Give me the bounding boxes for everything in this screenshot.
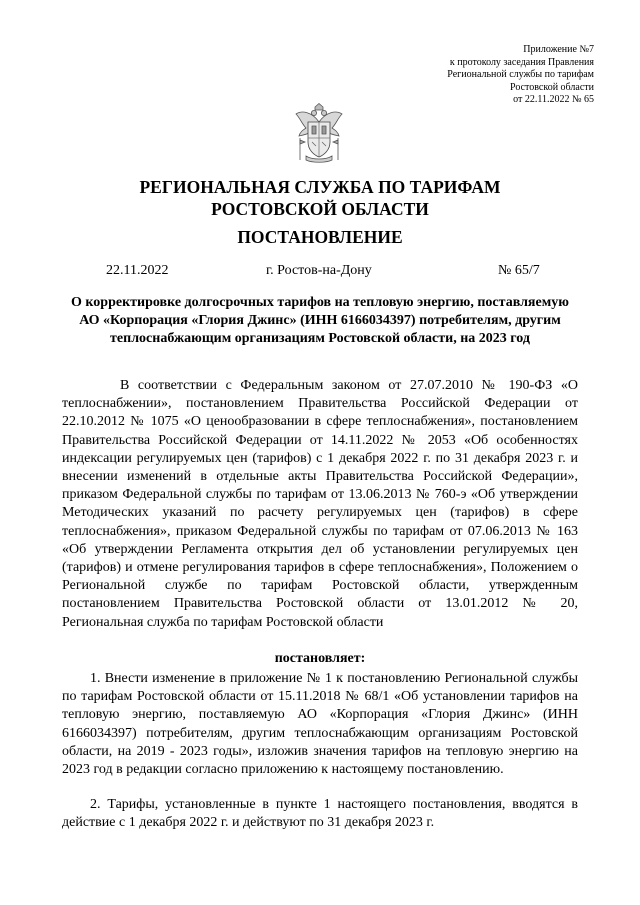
org-line-1: РЕГИОНАЛЬНАЯ СЛУЖБА ПО ТАРИФАМ [139, 177, 501, 197]
organization-title [0, 176, 640, 220]
annex-note [447, 44, 594, 107]
clause-1: 1. Внести изменение в приложение № 1 к постановлению Региональной службы по тарифам Ростовской области от 15.11.2018 № 68/1 «Об установлении тарифов на тепловую энергию, поставляемую АО «Корпорация «Глория Джинс» (ИНН 6166034397) потребителям, другим теплоснабжающим организациям Ростовской области, на 2019 - 2023 годы», изложив значения тарифов на тепловую энергию на 2023 год в редакции согласно приложению к настоящему постановлению. [62, 671, 578, 778]
org-line-2: РОСТОВСКОЙ ОБЛАСТИ [211, 199, 429, 219]
annex-line: Ростовской области [510, 81, 594, 93]
document-type: ПОСТАНОВЛЕНИЕ [237, 227, 403, 247]
document-subject: О корректировке долгосрочных тарифов на тепловую энергию, поставляемую АО «Корпорация «Глория Джинс» (ИНН 6166034397) потребителям, другим теплоснабжающим организациям Ростовской области, на 2023 год [71, 295, 569, 347]
annex-line: к протоколу заседания Правления [449, 56, 594, 68]
rostov-oblast-coat-of-arms-icon [294, 102, 344, 164]
document-number: № 65/7 [498, 263, 540, 278]
annex-line: от 22.11.2022 № 65 [513, 94, 594, 106]
annex-line: Приложение №7 [523, 44, 594, 55]
annex-line: Региональной службы по тарифам [447, 69, 594, 81]
preamble-paragraph: В соответствии с Федеральным законом от 27.07.2010 № 190-ФЗ «О теплоснабжении», постановлением Правительства Российской Федерации от 22.10.2012 № 1075 «О ценообразовании в сфере теплоснабжения», постановлением Правительства Российской Федерации от 14.11.2022 № 2053 «Об особенностях индексации регулируемых цен (тарифов) с 1 декабря 2022 г. по 31 декабря 2023 г. и внесении изменений в отдельные акты Правительства Российской Федерации», приказом Федеральной службы по тарифам от 13.06.2013 № 760-э «Об утверждении Методических указаний по расчету регулируемых цен (тарифов) в сфере теплоснабжения», приказом Федеральной службы по тарифам от 07.06.2013 № 163 «Об утверждении Регламента открытия дел об установлении регулируемых цен (тарифов) и отмене регулирования тарифов в сфере теплоснабжения», Положением о Региональной службе по тарифам Ростовской области, утвержденным постановлением Правительства Ростовской области от 13.01.2012 № 20, Региональная служба по тарифам Ростовской области [62, 378, 578, 630]
clause-2: 2. Тарифы, установленные в пункте 1 настоящего постановления, вводятся в действие с 1 декабря 2022 г. и действуют по 31 декабря 2023 г. [62, 797, 578, 831]
document-date: 22.11.2022 [106, 263, 169, 278]
resolves-heading: постановляет: [274, 651, 366, 666]
document-city: г. Ростов-на-Дону [266, 263, 372, 278]
